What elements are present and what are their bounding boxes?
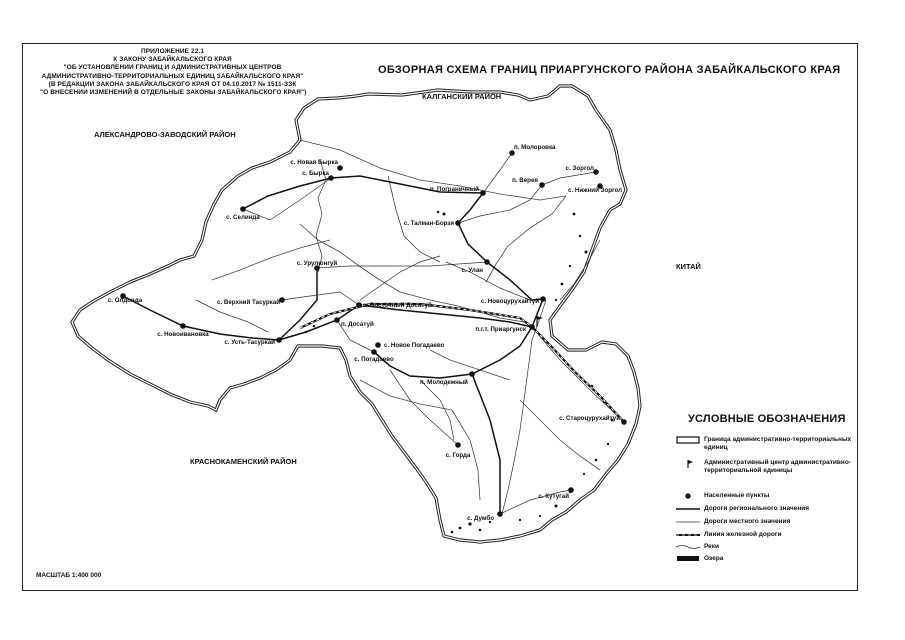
region-label-china: КИТАЙ [676,262,701,271]
settlement-label: с. Думбо [467,515,494,522]
settlement-label: с. Восточный Досатуй [363,302,432,309]
header-line: "ОБ УСТАНОВЛЕНИИ ГРАНИЦ И АДМИНИСТРАТИВНЫХ ЦЕНТРОВ [63,64,282,72]
legend-label: Населенные пункты [704,492,770,499]
settlement-label: с. Новое Погадаево [384,342,445,349]
settlement-dot [497,511,503,517]
settlement-label: с. Нижний Зоргол [568,187,623,194]
legend-label: Дороги местного значения [704,518,791,525]
settlement-label: с. Горда [445,452,471,459]
settlement-label: с. Селинда [226,214,260,221]
settlement-label: с. Усть-Тасуркай [224,339,275,346]
settlement-dot [469,371,475,377]
law-appendix-header [40,48,305,97]
header-line: ПРИЛОЖЕНИЕ 22.1 [140,48,205,55]
settlement-dot [480,190,486,196]
settlement-dot [356,302,362,308]
settlement-label: п. Верея [512,177,538,184]
settlement-label: с. Новоцурухайтуй [480,298,539,305]
region-label-krasnokamensky: КРАСНОКАМЕНСКИЙ РАЙОН [190,457,297,466]
legend-label: Реки [704,543,720,550]
settlement-label: с. Олдонда [107,297,143,304]
settlement-dot [337,165,343,171]
region-label-aleksandrovo: АЛЕКСАНДРОВО-ЗАВОДСКИЙ РАЙОН [94,130,236,139]
legend-label: Административный центр административно-территориальной единицы [704,459,851,474]
legend-label: Дороги регионального значения [704,505,810,512]
legend-label: Линия железной дороги [704,531,782,538]
settlement-label: с. Зоргол [565,165,594,172]
settlement-dot [539,182,545,188]
settlement-label: с. Урулюнгуй [296,260,338,267]
settlement-dot [371,349,377,355]
legend-label: Озера [704,555,724,562]
settlement-label: с. Улан [461,267,483,274]
settlement-label: п.г.т. Приаргунск [475,326,526,333]
settlement-label: с. Кутугай [538,493,569,500]
map-title: ОБЗОРНАЯ СХЕМА ГРАНИЦ ПРИАРГУНСКОГО РАЙОНА ЗАБАЙКАЛЬСКОГО КРАЯ [378,64,841,76]
regional-roads [123,176,543,514]
header-line: К ЗАКОНУ ЗАБАЙКАЛЬСКОГО КРАЯ [113,56,232,64]
lakes [305,211,614,534]
settlement-dot [484,259,490,265]
settlement-label: п. Молодежный [419,379,468,386]
settlement-dot [328,175,334,181]
settlement-dot [529,324,535,330]
settlement-label: с. Староцурухайтуй [559,415,620,422]
header-line: "О ВНЕСЕНИИ ИЗМЕНЕНИЙ В ОТДЕЛЬНЫЕ ЗАКОНЫ ЗАБАЙКАЛЬСКОГО КРАЯ") [40,89,307,97]
settlement-label: п. Пограничный [429,186,479,193]
settlement-dot [240,206,246,212]
settlements [108,144,627,522]
region-label-kalgansky: КАЛГАНСКИЙ РАЙОН [422,92,502,101]
settlement-dot [509,150,515,156]
settlement-dot [180,323,186,329]
settlement-dot [279,297,285,303]
settlement-label: с. Погадаево [354,356,394,363]
legend-label: Граница административно-территориальных единиц [704,436,852,451]
settlement-label: с. Новоивановка [157,331,209,338]
admin-center-flag [537,316,543,327]
settlement-dot [455,220,461,226]
settlement-dot [375,342,381,348]
settlement-label: с. Талман-Борзя [403,220,454,227]
settlement-label: п. Досатуй [341,321,374,328]
map-scale: МАСШТАБ 1:400 000 [36,572,102,579]
settlement-label: с. Бырка [302,170,329,177]
settlement-label: с. Новая Бырка [290,159,338,166]
header-line: (В РЕДАКЦИИ ЗАКОНА ЗАБАЙКАЛЬСКОГО КРАЯ ОТ 04.10.2017 № 1511-ЗЗК [48,80,297,88]
settlement-boundaries [212,140,600,500]
settlement-dot [540,296,546,302]
header-line: АДМИНИСТРАТИВНО-ТЕРРИТОРИАЛЬНЫХ ЕДИНИЦ ЗАБАЙКАЛЬСКОГО КРАЯ" [41,72,304,80]
settlement-label: с. Верхний Тасуркай [217,299,280,306]
settlement-dot [334,317,340,323]
settlement-dot [621,419,627,425]
legend-title: УСЛОВНЫЕ ОБОЗНАЧЕНИЯ [688,413,846,425]
legend-symbols [676,437,700,561]
settlement-dot [276,337,282,343]
settlement-dot [455,442,461,448]
settlement-label: п. Молоровка [514,144,556,151]
settlement-dot [593,169,599,175]
settlement-dot [568,487,574,493]
